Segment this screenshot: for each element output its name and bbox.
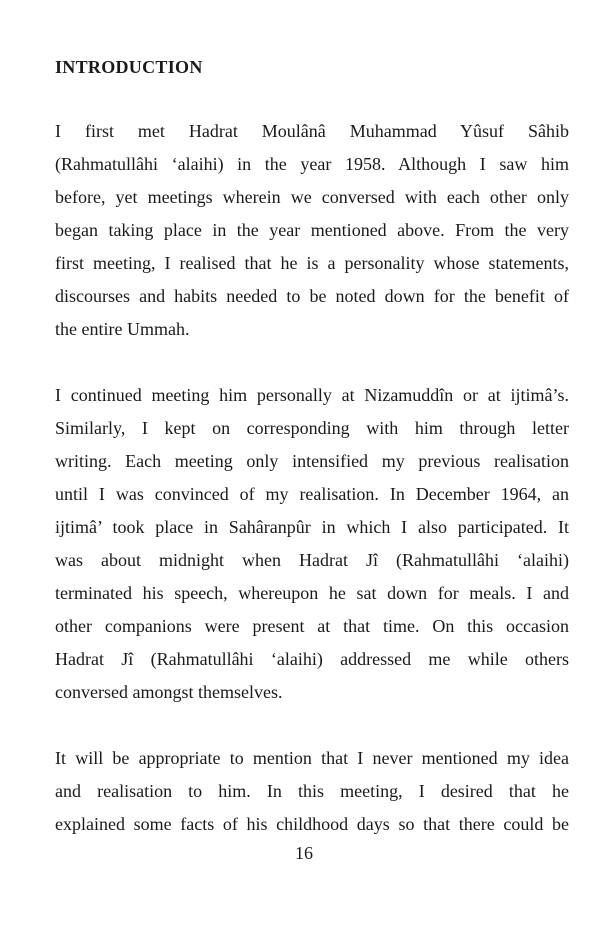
text-line: until I was convinced of my realisation. In December 1964, an: [55, 484, 569, 504]
text-line: (Rahmatullâhi ‘alaihi) in the year 1958. Although I saw him: [55, 154, 569, 174]
text-line: discourses and habits needed to be noted down for the benefit of: [55, 286, 569, 306]
text-line: explained some facts of his childhood days so that there could be: [55, 814, 569, 834]
text-line: Similarly, I kept on corresponding with him through letter: [55, 418, 569, 438]
text-line: other companions were present at that time. On this occasion: [55, 616, 569, 636]
paragraph-2: [55, 379, 569, 709]
text-line: before, yet meetings wherein we conversed with each other only: [55, 187, 569, 207]
text-line: I first met Hadrat Moulânâ Muhammad Yûsuf Sâhib: [55, 121, 569, 141]
text-line: It will be appropriate to mention that I never mentioned my idea: [55, 748, 569, 768]
paragraph-3: [55, 742, 569, 841]
text-line: began taking place in the year mentioned above. From the very: [55, 220, 569, 240]
text-line: and realisation to him. In this meeting, I desired that he: [55, 781, 569, 801]
page-heading: INTRODUCTION: [55, 57, 203, 77]
text-line: writing. Each meeting only intensified my previous realisation: [55, 451, 569, 471]
text-line: first meeting, I realised that he is a personality whose statements,: [55, 253, 569, 273]
text-line: conversed amongst themselves.: [55, 682, 283, 702]
text-line: I continued meeting him personally at Nizamuddîn or at ijtimâ’s.: [55, 385, 569, 405]
paragraph-1: [55, 115, 569, 346]
text-line: ijtimâ’ took place in Sahâranpûr in which I also participated. It: [55, 517, 569, 537]
text-line: Hadrat Jî (Rahmatullâhi ‘alaihi) addressed me while others: [55, 649, 569, 669]
text-line: was about midnight when Hadrat Jî (Rahmatullâhi ‘alaihi): [55, 550, 569, 570]
text-line: terminated his speech, whereupon he sat down for meals. I and: [55, 583, 569, 603]
text-line: the entire Ummah.: [55, 319, 190, 339]
page-number: 16: [295, 843, 313, 863]
